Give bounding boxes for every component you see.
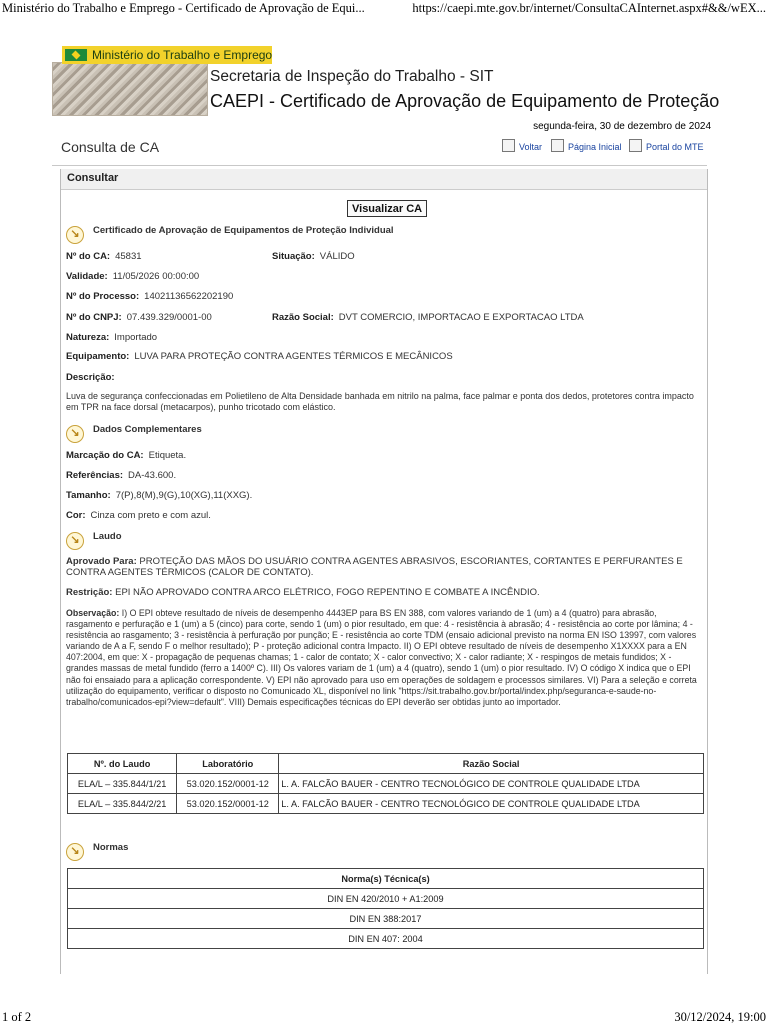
home-icon bbox=[551, 139, 564, 152]
section-arrow-icon: ↘ bbox=[66, 226, 84, 244]
equipment: Equipamento: LUVA PARA PROTEÇÃO CONTRA AGENTES TÉRMICOS E MECÂNICOS bbox=[66, 351, 453, 362]
complementary-section-title: ↘ Dados Complementares bbox=[66, 424, 202, 443]
table-row: ELA/L – 335.844/2/21 53.020.152/0001-12 L. A. FALCÃO BAUER - CENTRO TECNOLÓGICO DE CONTROLE QUALIDADE LTDA bbox=[68, 794, 704, 814]
home-label: Página Inicial bbox=[568, 142, 622, 152]
banner-photo bbox=[52, 62, 208, 116]
nature: Natureza: Importado bbox=[66, 332, 158, 343]
color: Cor: Cinza com preto e com azul. bbox=[66, 510, 211, 521]
mte-label: Portal do MTE bbox=[646, 142, 704, 152]
table-row: DIN EN 407: 2004 bbox=[68, 929, 704, 949]
brazil-flag-icon bbox=[65, 49, 87, 61]
sizes: Tamanho: 7(P),8(M),9(G),10(XG),11(XXG). bbox=[66, 490, 253, 501]
print-page-title: Ministério do Trabalho e Emprego - Certificado de Aprovação de Equi... bbox=[2, 1, 365, 15]
page-title-bar bbox=[52, 135, 707, 166]
description-label: Descrição: bbox=[66, 372, 115, 383]
section-arrow-icon: ↘ bbox=[66, 532, 84, 550]
print-page-number: 1 of 2 bbox=[2, 1010, 32, 1024]
norms-table bbox=[67, 868, 704, 949]
references: Referências: DA-43.600. bbox=[66, 470, 177, 481]
page-title: Consulta de CA bbox=[61, 139, 160, 155]
report-table bbox=[67, 753, 704, 814]
process-number: Nº do Processo: 14021136562202190 bbox=[66, 291, 234, 302]
view-ca-button[interactable]: Visualizar CA bbox=[347, 200, 427, 217]
observation: Observação: I) O EPI obteve resultado de níveis de desempenho 4443EP para BS EN 388, com valores variando de 1 (um) a 4 (quatro) para abrasão, rasgamento e perfuração e 1 (um) a 5 (cinco) para corte, sendo 1 (um) o pior resultado, em que: 4 - resistência à abrasão; 4 - resistência ao corte por lâmina; 4 - resistência ao rasgamento; 3 - resistência à perfuração por punção; E - resistência ao corte TDM (ensaio adicional previsto na norma EN ISO 13997, com valores variando de A a F, sendo F o melhor resultado); P - proteção adicional contra Impacto. II) O EPI obteve resultado de níveis de desempenho X1XXXX para a EN 407:2004, em que: X - propagação de pequenas chamas; 1 - calor de contato; X - calor convectivo; X - calor radiante; X - respingos de metais fundidos; X - grandes massas de metal fundido (ferro a 1400º C). III) Os valores variam de 1 (um) a 4 (quatro), sendo 1 (um) o pior resultado. IV) O código X indica que o EPI não foi ensaiado para a aplicação correspondente. V) EPI não aprovado para uso em operações de soldagem e processos similares. VI) Para a seleção e correta utilização do equipamento, verificar o disposto no Comunicado XL, disponível no link "https://sit.trabalho.gov.br/portal/index.php/seguranca-e-saude-no-trabalho/comunicados-epi?view=default". VIII) Demais especificações técnicas do EPI deverão ser obtidas junto ao importador. bbox=[66, 608, 697, 707]
report-section-title: ↘ Laudo bbox=[66, 531, 122, 550]
cnpj: Nº do CNPJ: 07.439.329/0001-00 bbox=[66, 312, 212, 323]
approved-for: Aprovado Para: PROTEÇÃO DAS MÃOS DO USUÁRIO CONTRA AGENTES ABRASIVOS, ESCORIANTES, CORTANTES E PERFURANTES E CONTRA AGENTES TÉRMICOS (CALOR DE CONTATO). bbox=[66, 556, 683, 578]
back-arrow-icon bbox=[502, 139, 515, 152]
panel-title: Consultar bbox=[67, 172, 119, 184]
panel-header bbox=[61, 169, 707, 190]
col-laboratory: Laboratório bbox=[177, 754, 279, 774]
back-link[interactable] bbox=[502, 139, 542, 152]
system-title: CAEPI - Certificado de Aprovação de Equipamento de Proteção bbox=[210, 91, 720, 111]
portal-icon bbox=[629, 139, 642, 152]
print-datetime: 30/12/2024, 19:00 bbox=[674, 1010, 766, 1024]
secretariat-title: Secretaria de Inspeção do Trabalho - SIT bbox=[210, 68, 494, 85]
home-link[interactable] bbox=[551, 139, 622, 152]
mte-portal-link[interactable] bbox=[629, 139, 704, 152]
col-report-number: Nº. do Laudo bbox=[68, 754, 177, 774]
col-company: Razão Social bbox=[279, 754, 704, 774]
col-norms: Norma(s) Técnica(s) bbox=[68, 869, 704, 889]
description-text: Luva de segurança confeccionadas em Polietileno de Alta Densidade banhada em nitrilo na palma, face palmar e ponta dos dedos, protetores contra impacto em TPR na face dorsal (metacarpos), punho tricotado com elástico. bbox=[66, 391, 694, 412]
certificate-section-title: ↘ Certificado de Aprovação de Equipamentos de Proteção Individual bbox=[66, 225, 394, 244]
print-header bbox=[0, 0, 768, 18]
norms-section-title: ↘ Normas bbox=[66, 842, 128, 861]
current-date: segunda-feira, 30 de dezembro de 2024 bbox=[533, 121, 711, 132]
company-name: Razão Social: DVT COMERCIO, IMPORTACAO E EXPORTACAO LTDA bbox=[272, 312, 584, 323]
table-row: ELA/L – 335.844/1/21 53.020.152/0001-12 L. A. FALCÃO BAUER - CENTRO TECNOLÓGICO DE CONTROLE QUALIDADE LTDA bbox=[68, 774, 704, 794]
section-arrow-icon: ↘ bbox=[66, 425, 84, 443]
situation: Situação: VÁLIDO bbox=[272, 251, 355, 262]
restriction: Restrição: EPI NÃO APROVADO CONTRA ARCO ELÉTRICO, FOGO REPENTINO E COMBATE A INCÊNDIO. bbox=[66, 587, 540, 598]
section-arrow-icon: ↘ bbox=[66, 843, 84, 861]
table-row: DIN EN 420/2010 + A1:2009 bbox=[68, 889, 704, 909]
table-row: DIN EN 388:2017 bbox=[68, 909, 704, 929]
back-label: Voltar bbox=[519, 142, 543, 152]
consult-panel bbox=[60, 169, 708, 974]
print-page-url: https://caepi.mte.gov.br/internet/ConsultaCAInternet.aspx#&&/wEX... bbox=[412, 1, 766, 15]
ca-marking: Marcação do CA: Etiqueta. bbox=[66, 450, 187, 461]
site-banner bbox=[52, 46, 720, 118]
ministry-name: Ministério do Trabalho e Emprego bbox=[92, 48, 272, 62]
ministry-logo bbox=[62, 46, 272, 64]
ca-number: Nº do CA: 45831 bbox=[66, 251, 142, 262]
validity: Validade: 11/05/2026 00:00:00 bbox=[66, 271, 200, 282]
